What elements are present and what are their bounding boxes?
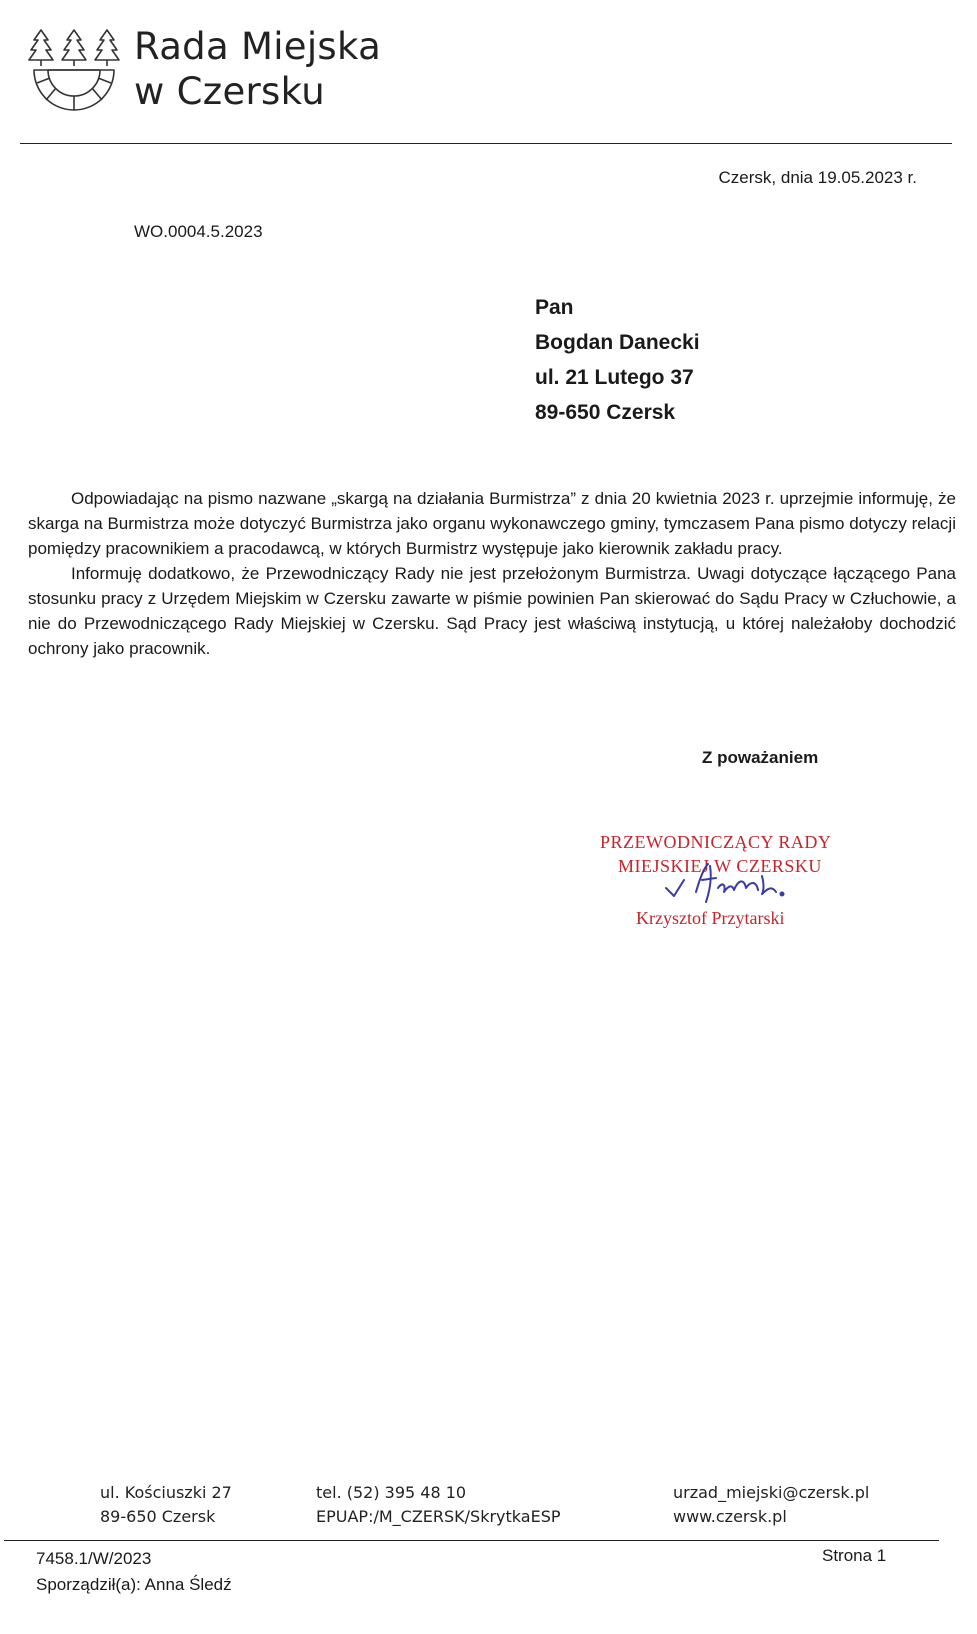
addressee-street: ul. 21 Lutego 37 [535,366,694,389]
footer-divider [4,1540,939,1541]
reference-number: WO.0004.5.2023 [134,222,263,241]
closing-phrase: Z poważaniem [702,748,819,767]
document-meta [36,1546,232,1598]
footer-contact [316,1481,561,1529]
addressee-salutation: Pan [535,296,574,319]
prepared-by: Sporządził(a): Anna Śledź [36,1575,232,1594]
council-name-line2: w Czersku [134,70,325,113]
document-id: 7458.1/W/2023 [36,1549,152,1568]
stamp-title-line1: PRZEWODNICZĄCY RADY [600,832,832,852]
letter-body [28,486,956,661]
stamp-name: Krzysztof Przytarski [636,908,785,928]
body-paragraph-1: Odpowiadając na pismo nazwane „skargą na działania Burmistrza” z dnia 20 kwietnia 2023 r. uprzejmie informuję, że skarga na Burmistrza może dotyczyć Burmistrza jako organu wykonawczego gminy, tymczasem Pana pismo dotyczy relacji pomiędzy pracownikiem a pracodawcą, w których Burmistrz występuje jako kierownik zakładu pracy. [28,489,956,558]
footer-street: ul. Kościuszki 27 [100,1483,232,1502]
footer-website: www.czersk.pl [673,1507,787,1526]
header-divider [20,143,952,144]
footer-online [673,1481,869,1529]
page-number: Strona 1 [822,1546,887,1565]
addressee-city: 89-650 Czersk [535,401,676,424]
addressee-block [535,290,700,430]
stamp-title-line2: MIEJSKIEJ W CZERSKU [618,856,822,876]
footer-phone: tel. (52) 395 48 10 [316,1483,467,1502]
footer-address [100,1481,232,1529]
council-emblem-icon [28,26,120,122]
handwritten-signature [660,858,810,908]
footer-city: 89-650 Czersk [100,1507,216,1526]
body-paragraph-2: Informuję dodatkowo, że Przewodniczący Rady nie jest przełożonym Burmistrza. Uwagi dotyczące łączącego Pana stosunku pracy z Urzędem Miejskim w Czersku zawarte w piśmie powinien Pan skierować do Sądu Pracy w Człuchowie, a nie do Przewodniczącego Rady Miejskiej w Czersku. Sąd Pracy jest właściwą instytucją, u której należałoby dochodzić ochrony jako pracownik. [28,564,956,658]
footer-email: urzad_miejski@czersk.pl [673,1483,870,1502]
council-name [134,24,381,114]
council-name-line1: Rada Miejska [134,25,382,68]
footer-epuap: EPUAP:/M_CZERSK/SkrytkaESP [316,1507,561,1526]
addressee-name: Bogdan Danecki [535,331,700,354]
place-date: Czersk, dnia 19.05.2023 r. [718,168,917,187]
